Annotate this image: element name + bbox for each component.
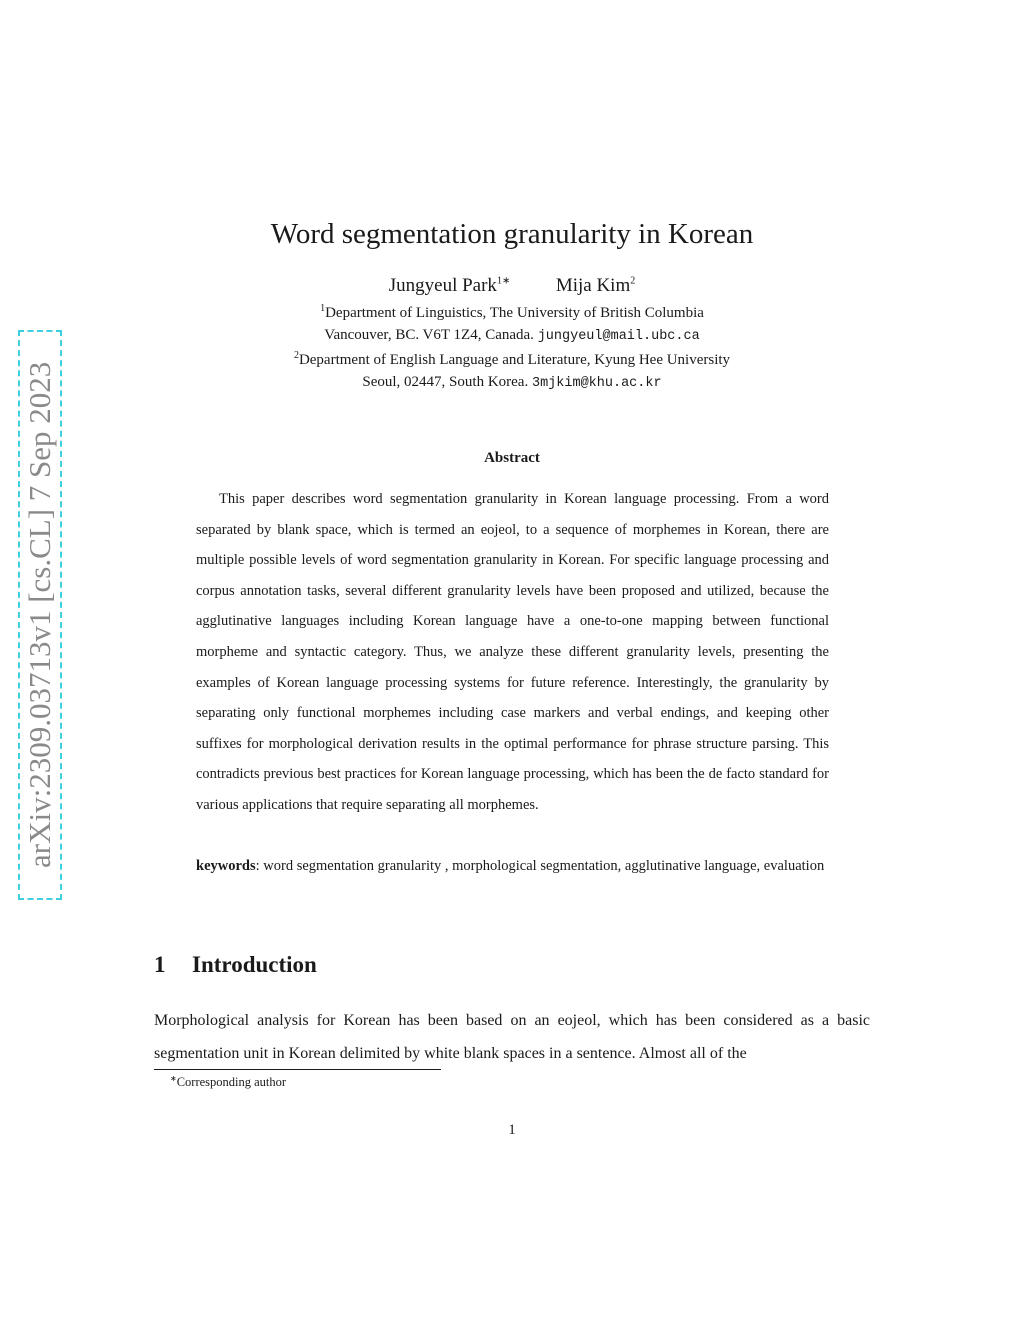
keywords — [196, 851, 829, 882]
author-mark: 2 — [630, 275, 636, 287]
author-name: Jungyeul Park — [388, 275, 497, 296]
abstract-text: This paper describes word segmentation granularity in Korean language processing. From a word separated by blank space, which is termed an eojeol, to a sequence of morphemes in Korean, there are multiple possible levels of word segmentation granularity in Korean. For specific language processing and corpus annotation tasks, several different granularity levels have been proposed and utilized, because the agglutinative languages including Korean language have a one-to-one mapping between functional morpheme and syntactic category. Thus, we analyze these different granularity levels, presenting the examples of Korean language processing systems for future reference. Interestingly, the granularity by separating only functional morphemes including case markers and verbal endings, and keeping other suffixes for morphological derivation results in the optimal performance for phrase structure parsing. This contradicts previous best practices for Korean language processing, which has been the de facto standard for various applications that require separating all morphemes. — [196, 491, 829, 813]
section-heading — [154, 952, 317, 978]
abstract-heading: Abstract — [484, 450, 540, 466]
keywords-label: keywords — [196, 858, 256, 874]
author-mark: 1∗ — [496, 275, 511, 287]
author-list — [0, 275, 1024, 297]
keywords-text: : word segmentation granularity , morphological segmentation, agglutinative language, evaluation — [255, 858, 825, 874]
affiliation-1-line2: Vancouver, BC. V6T 1Z4, Canada. jungyeul@mail.ubc.ca — [324, 327, 700, 344]
author-name: Mija Kim — [555, 275, 631, 296]
paper-title: Word segmentation granularity in Korean — [270, 218, 754, 250]
arxiv-watermark: arXiv:2309.03713v1 [cs.CL] 7 Sep 2023 — [22, 361, 57, 869]
section-number: 1 — [154, 952, 166, 977]
page-number: 1 — [508, 1122, 516, 1138]
footnote: ∗Corresponding author — [170, 1074, 287, 1090]
affiliation-2-line2: Seoul, 02447, South Korea. 3mjkim@khu.ac.kr — [362, 374, 662, 391]
footnote-rule — [154, 1069, 441, 1070]
email: jungyeul@mail.ubc.ca — [537, 329, 700, 344]
section-title: Introduction — [192, 952, 317, 977]
intro-paragraph: Morphological analysis for Korean has been based on an eojeol, which has been considered as a basic segmentation unit in Korean delimited by white blank spaces in a sentence. Almost all of the — [154, 1012, 870, 1062]
email: 3mjkim@khu.ac.kr — [531, 376, 662, 391]
affiliation-1-line1: $^1$Department of Linguistics, The University of British Columbia — [320, 303, 704, 321]
affiliation-2-line1: $^2$Department of English Language and Literature, Kyung Hee University — [293, 350, 731, 368]
